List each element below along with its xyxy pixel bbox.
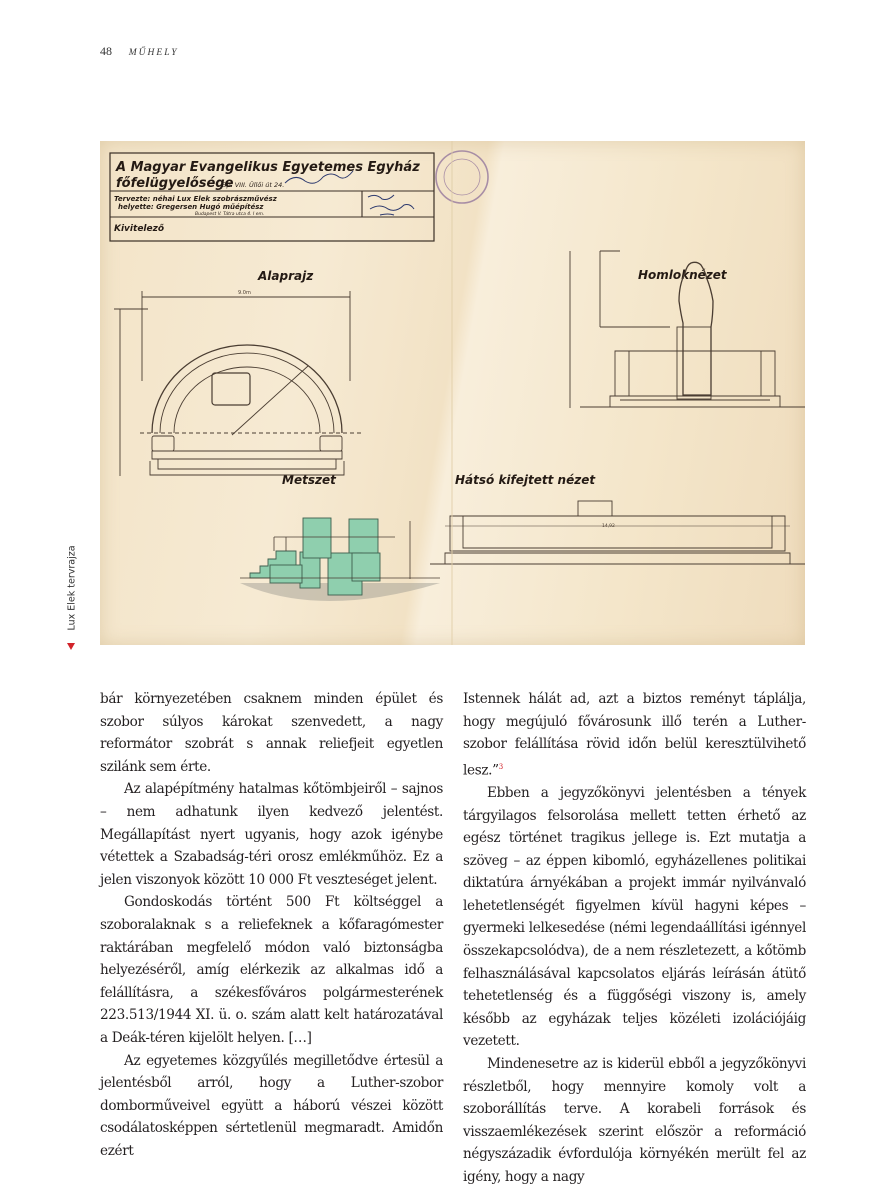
plan-width-dimension: 9.0m — [238, 290, 251, 296]
view-label-plan: Alaprajz — [258, 269, 314, 283]
paragraph: Gondoskodás történt 500 Ft költséggel a szoboralaknak s a reliefeknek a kőfaragómester raktárában megfelelő módon való biztonságba helyezéséről, amíg elérkezik az alkalmas idő a felállításra, a székesfőváros polgármesterének 223.513/1944 XI. ü. o. szám alatt kelt határozatával a Deák-téren kijelölt helyen. […] — [100, 894, 443, 1046]
page-number: 48 — [100, 44, 112, 58]
title-block-substitute: helyette: Gregersen Hugó műépítész — [118, 203, 264, 211]
paragraph: Ebben a jegyzőkönyvi jelentésben a tények tárgyilagos felsorolása mellett tetten érhető az egész történet tragikus jellege is. Ezt mutatja a szöveg – az éppen kibomló, egyházellenes politikai diktatúra árnyékában a projekt immár nyilvánvaló lehetetlenségét figyelmen kívül hagyni képes – gyermeki lelkesedése (némi legendaállítási igénnyel összekapcsolódva), de a nem részletezett, a kőtömb felhasználásával kapcsolatos eljárás leírásán átütő tehetetlenség és a függőségi viszony is, amely később az egyházak teljes közéleti izolációjáig vezetett. — [463, 784, 806, 1050]
figure-caption — [63, 540, 81, 650]
title-block-address: Budapest V. Tátra utca 4. I em. — [195, 212, 265, 217]
view-label-rear: Hátsó kifejtett nézet — [455, 473, 596, 487]
plan-drawing — [114, 290, 362, 476]
figure-caption-text: Lux Elek tervrajza — [66, 545, 78, 631]
paragraph: Mindenesetre az is kiderül ebből a jegyzőkönyvi részletből, hogy mennyire komoly volt a szoborállítás terve. A korabeli források és visszaemlékezések szerint először a reformáció négyszázadik évfordulója környékén merült fel az igény, hogy a nagy — [463, 1056, 806, 1185]
paragraph — [463, 688, 806, 782]
caption-marker-icon — [67, 643, 75, 650]
rear-width-dimension: 14,92 — [602, 524, 615, 529]
title-block-designer: Tervezte: néhai Lux Elek szobrászművész — [114, 195, 277, 203]
signatures — [285, 171, 414, 215]
blueprint-drawing — [100, 141, 805, 645]
paragraph-text: Istennek hálát ad, azt a biztos reményt táplálja, hogy megújuló fővárosunk illő terén a Luther-szobor felállítása rövid időn belül keresztülvihető lesz.” — [463, 691, 806, 779]
blueprint-figure — [100, 141, 805, 645]
paragraph: bár környezetében csaknem minden épület és szobor súlyos károkat szenvedett, a nagy reformátor szobrát s annak reliefjeit egyetlen szilánk sem érte. — [100, 691, 443, 775]
view-label-section: Metszet — [282, 473, 336, 487]
title-block-line2-note: Bp. VIII. Üllői út 24. — [222, 181, 285, 189]
section-drawing — [240, 518, 440, 601]
section-title: MŰHELY — [128, 48, 179, 58]
official-stamp — [436, 151, 488, 203]
paragraph: Az egyetemes közgyűlés megilletődve értesül a jelentésből arról, hogy a Luther-szobor domborműveivel együtt a háború vészei között csodálatosképpen sértetlenül megmaradt. Amidőn ezért — [100, 1052, 443, 1159]
text-column-left — [100, 688, 443, 1162]
running-head — [100, 44, 179, 59]
title-block-line1: A Magyar Evangelikus Egyetemes Egyház — [116, 160, 420, 175]
title-block-line2: főfelügyelősége — [116, 176, 234, 191]
rear-elevation-drawing — [430, 501, 805, 564]
text-column-right — [463, 688, 806, 1189]
title-block-contractor: Kivitelező — [114, 224, 165, 234]
paragraph: Az alapépítmény hatalmas kőtömbjeiről – sajnos – nem adhatunk ilyen kedvező jelentést. Megállapítást nyert ugyanis, hogy azok igénybe vétettek a Szabadság-téri orosz emlékműhöz. Ez a jelen viszonyok között 10 000 Ft veszteséget jelent. — [100, 781, 443, 888]
view-label-front: Homloknézet — [638, 268, 727, 282]
footnote-reference[interactable]: 3 — [498, 762, 503, 771]
